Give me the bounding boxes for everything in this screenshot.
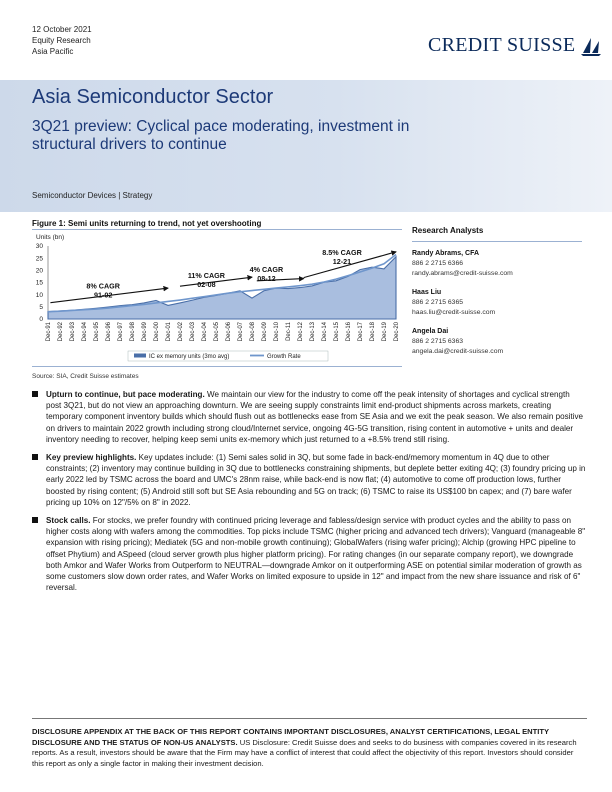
x-tick-label: Dec-03	[190, 322, 196, 342]
sector-line: Semiconductor Devices | Strategy	[32, 191, 153, 200]
analysts-heading: Research Analysts	[412, 226, 582, 242]
x-tick-label: Dec-16	[346, 322, 352, 342]
bullet-heading: Key preview highlights.	[46, 453, 137, 463]
cagr-period: 08-12	[257, 273, 276, 283]
sails-logo-icon	[579, 35, 603, 57]
legend-label: Growth Rate	[267, 354, 301, 360]
legend-swatch-area	[134, 354, 146, 358]
x-tick-label: Dec-06	[226, 322, 232, 342]
y-tick-label: 30	[35, 243, 43, 251]
x-tick-label: Dec-19	[382, 322, 388, 342]
x-tick-label: Dec-01	[166, 322, 172, 342]
analyst-phone: 886 2 2715 6363	[412, 338, 464, 345]
x-tick-label: Dec-14	[322, 322, 328, 342]
credit-suisse-logo	[428, 34, 603, 57]
x-tick-label: Dec-12	[298, 322, 304, 342]
x-tick-label: Dec-99	[142, 322, 148, 342]
y-tick-label: 5	[39, 304, 43, 312]
square-bullet-icon	[32, 391, 38, 397]
x-tick-label: Dec-15	[334, 322, 340, 342]
x-tick-label: Dec-92	[58, 322, 64, 342]
bullet-item	[32, 515, 587, 593]
report-date: 12 October 2021	[32, 25, 92, 34]
x-tick-label: Dec-02	[178, 322, 184, 342]
analyst-email[interactable]: randy.abrams@credit-suisse.com	[412, 270, 513, 277]
x-tick-label: Dec-05	[214, 322, 220, 342]
y-tick-label: 15	[35, 279, 43, 287]
cagr-annotation: 8% CAGR	[86, 281, 120, 291]
x-tick-label: Dec-10	[274, 322, 280, 342]
x-tick-label: Dec-18	[370, 322, 376, 342]
brand-wordmark: CREDIT SUISSE	[428, 34, 576, 56]
x-tick-label: Dec-07	[238, 322, 244, 342]
x-tick-label: Dec-94	[82, 322, 88, 342]
y-axis-label: Units (bn)	[36, 234, 65, 241]
disclosure-footer	[32, 718, 587, 769]
cagr-annotation: 11% CAGR	[187, 270, 225, 280]
analyst-phone: 886 2 2715 6366	[412, 260, 464, 267]
cagr-period: 91-02	[94, 290, 113, 300]
cagr-period: 12-21	[332, 257, 352, 267]
analyst-card	[412, 327, 582, 357]
cagr-annotation: 8.5% CAGR	[322, 248, 362, 258]
bullet-heading: Upturn to continue, but pace moderating.	[46, 390, 205, 399]
figure-title: Figure 1: Semi units returning to trend, not yet overshooting	[32, 219, 262, 228]
bullet-list	[32, 389, 587, 600]
disclosure-heading: DISCLOSURE APPENDIX AT THE BACK OF THIS REPORT CONTAINS IMPORTANT DISCLOSURES, ANALYST CERTIFICATIONS, LEGAL ENTITY DISCLOSURE AND THE STATUS OF NON-US ANALYSTS.	[32, 727, 549, 747]
report-subtitle: 3Q21 preview: Cyclical pace moderating, investment in structural drivers to continue	[32, 118, 410, 153]
cagr-period: 02-08	[197, 279, 216, 289]
semi-units-chart	[32, 230, 402, 366]
report-region: Asia Pacific	[32, 47, 74, 56]
bullet-body: For stocks, we prefer foundry with continued pricing leverage and fabless/design service with product cycles and the ability to pass on higher costs along with wafers among the commodities. Top picks include TSMC (higher pricing and advanced tech drivers); Vanguard (manageable 8" expansion with rising pricing); Mediatek (5G and non-mobile growth continuing); GlobalWafers (rising wafer pricing); Alchip (growing HPC pipeline to offset Phytium) and ASpeed (cloud server growth plus higher platform pricing). For rating changes (in our separate company report), we downgrade both Amkor and Wafer Works from Outperform to NEUTRAL—downgrade Amkor on it outperforming ASE on potential similar moderation of growth as some customers slow down order rates, and Wafer Works on limited exposure to upside in 12" and impact from the new share issuance and risk of 6" reversal.	[46, 516, 586, 593]
bullet-item	[32, 452, 587, 508]
x-tick-label: Dec-97	[118, 322, 124, 342]
analyst-card	[412, 288, 582, 318]
analyst-email[interactable]: haas.liu@credit-suisse.com	[412, 309, 496, 316]
analyst-card	[412, 249, 582, 279]
x-tick-label: Dec-00	[154, 322, 160, 342]
x-tick-label: Dec-91	[46, 322, 52, 342]
x-tick-label: Dec-08	[250, 322, 256, 342]
report-department: Equity Research	[32, 36, 91, 45]
x-tick-label: Dec-11	[286, 322, 292, 341]
legend-label: IC ex memory units (3mo avg)	[149, 354, 230, 360]
x-tick-label: Dec-96	[106, 322, 112, 342]
x-tick-label: Dec-13	[310, 322, 316, 342]
cagr-annotation: 4% CAGR	[249, 264, 284, 274]
chart-container	[32, 230, 402, 366]
disclosure-body: US Disclosure: Credit Suisse does and seeks to do business with companies covered in its research reports. As a result, investors should be aware that the Firm may have a conflict of interest that could affect the objectivity of this report. Investors should consider this report as only a single factor in making their investment decision.	[32, 737, 577, 768]
analyst-name: Angela Dai	[412, 328, 449, 335]
square-bullet-icon	[32, 454, 38, 460]
bullet-body: We maintain our view for the industry to come off the peak intensity of shortages and cyclical strength post 3Q21, but do not view an approaching downturn. We are seeing supply constraints limit end-product shipments across markets, creating temporary component inventory builds which should flush out as bottlenecks ease from SE Asia and we exit the peak season. We also remain positive on drivers to maintain 2022 growth including strong cloud/Internet service, ongoing 4G-5G transition, rising content in automotive + units and dealer inventory needing to recover, helping keep semi units ex-memory which just returned to a +8.5% trend still rising.	[46, 390, 584, 444]
analyst-phone: 886 2 2715 6365	[412, 299, 464, 306]
y-tick-label: 10	[35, 291, 43, 299]
square-bullet-icon	[32, 517, 38, 523]
x-tick-label: Dec-09	[262, 322, 268, 342]
x-tick-label: Dec-17	[358, 322, 364, 342]
figure-source: Source: SIA, Credit Suisse estimates	[32, 373, 139, 380]
analyst-name: Haas Liu	[412, 289, 442, 296]
report-meta	[32, 24, 92, 57]
bullet-heading: Stock calls.	[46, 516, 91, 526]
report-title: Asia Semiconductor Sector	[32, 86, 274, 108]
analyst-email[interactable]: angela.dai@credit-suisse.com	[412, 348, 504, 355]
x-tick-label: Dec-98	[130, 322, 136, 342]
bullet-body: Key updates include: (1) Semi sales solid in 3Q, but some fade in back-end/memory momentum in 4Q due to other constraints; (2) inventory may continue building in 3Q due to bottlenecks constraining shipments, but deplete better exiting 4Q; (3) foundry pricing up in early 2022 led by TSMC across the board and UMC's 28nm raise, while back-end is now flat; (4) automotive to come off production lows, further boosted by rising content; (5) Android still soft but SE Asia rebounding and 5G on track; (6) TSMC to raise its US$100 bn capex; and (7) bare wafer pricing up 10% on 12"/5% on 8" in 2022.	[46, 453, 586, 507]
y-tick-label: 0	[39, 316, 43, 324]
y-tick-label: 20	[35, 267, 43, 275]
x-tick-label: Dec-04	[202, 322, 208, 342]
figure-bottom-rule	[32, 366, 402, 367]
y-tick-label: 25	[35, 255, 43, 263]
analyst-name: Randy Abrams, CFA	[412, 250, 480, 257]
bullet-item	[32, 389, 587, 445]
x-tick-label: Dec-20	[394, 322, 400, 342]
x-tick-label: Dec-95	[94, 322, 100, 342]
research-analysts	[412, 226, 582, 366]
x-tick-label: Dec-93	[70, 322, 76, 342]
